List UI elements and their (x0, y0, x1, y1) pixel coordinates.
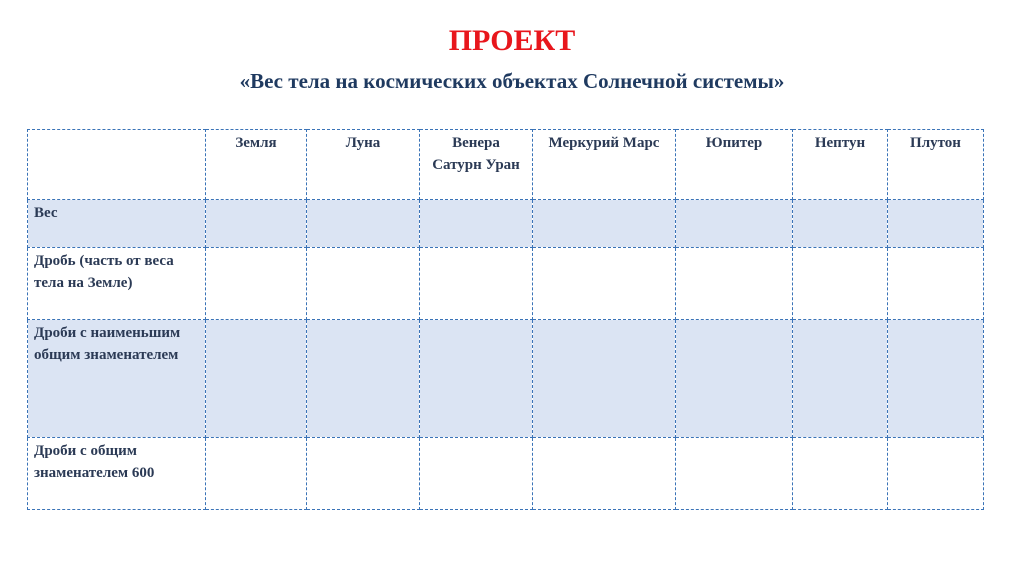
column-header-earth: Земля (206, 130, 307, 200)
table-cell[interactable] (888, 438, 984, 510)
row-header-common-denominator-600: Дроби с общим знаменателем 600 (28, 438, 206, 510)
row-header-least-common-denominator: Дроби с наименьшим общим знаменателем (28, 320, 206, 438)
header-corner-cell (28, 130, 206, 200)
table-cell[interactable] (307, 248, 420, 320)
slide-subtitle: «Вес тела на космических объектах Солнечной системы» (239, 69, 785, 93)
table-cell[interactable] (420, 438, 533, 510)
table-cell[interactable] (206, 320, 307, 438)
column-header-mercury-mars: Меркурий Марс (533, 130, 676, 200)
row-header-weight: Вес (28, 200, 206, 248)
table-cell[interactable] (676, 438, 793, 510)
table-cell[interactable] (307, 200, 420, 248)
table-cell[interactable] (420, 200, 533, 248)
table-cell[interactable] (206, 200, 307, 248)
table-cell[interactable] (533, 438, 676, 510)
column-header-neptune: Нептун (793, 130, 888, 200)
table-row-common-denominator-600 (28, 438, 984, 510)
table-cell[interactable] (533, 248, 676, 320)
table-cell[interactable] (793, 320, 888, 438)
table-cell[interactable] (676, 248, 793, 320)
table-row-weight (28, 200, 984, 248)
table-cell[interactable] (793, 438, 888, 510)
table-cell[interactable] (533, 320, 676, 438)
slide-title: ПРОЕКТ (448, 24, 576, 57)
table-cell[interactable] (888, 320, 984, 438)
project-table (27, 129, 984, 510)
table-header-row (28, 130, 984, 200)
table-cell[interactable] (888, 248, 984, 320)
row-header-fraction: Дробь (часть от веса тела на Земле) (28, 248, 206, 320)
column-header-moon: Луна (307, 130, 420, 200)
column-header-jupiter: Юпитер (676, 130, 793, 200)
table-row-fraction (28, 248, 984, 320)
table-cell[interactable] (676, 320, 793, 438)
table-cell[interactable] (420, 248, 533, 320)
table-cell[interactable] (206, 248, 307, 320)
table-cell[interactable] (676, 200, 793, 248)
table-cell[interactable] (888, 200, 984, 248)
table-row-least-common-denominator (28, 320, 984, 438)
table-cell[interactable] (420, 320, 533, 438)
column-header-venus-saturn-uranus: Венера Сатурн Уран (420, 130, 533, 200)
table-cell[interactable] (307, 438, 420, 510)
table-cell[interactable] (206, 438, 307, 510)
table-cell[interactable] (793, 200, 888, 248)
table-cell[interactable] (793, 248, 888, 320)
table-cell[interactable] (307, 320, 420, 438)
column-header-pluto: Плутон (888, 130, 984, 200)
table-cell[interactable] (533, 200, 676, 248)
